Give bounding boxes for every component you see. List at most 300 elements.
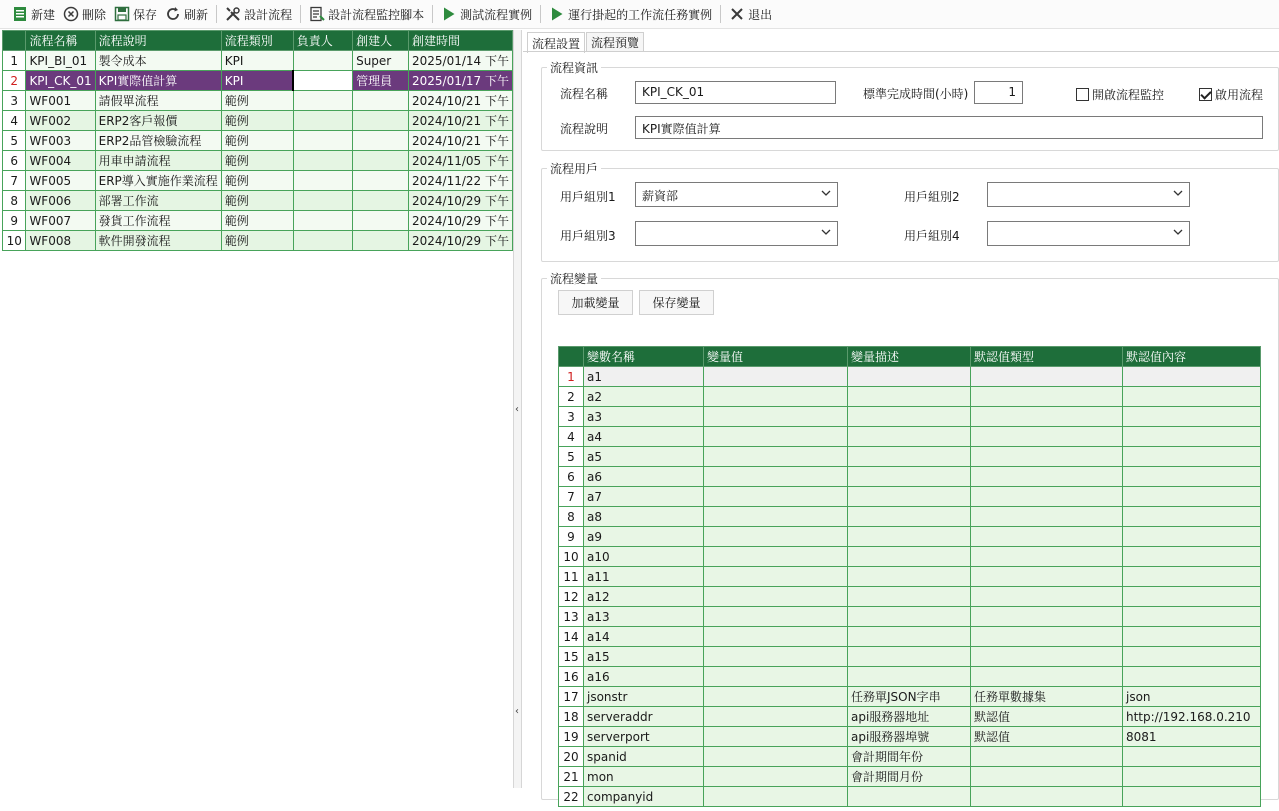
- process-info-legend: 流程資訊: [550, 61, 599, 75]
- table-row[interactable]: [3, 211, 513, 231]
- cell-var-value[interactable]: [704, 787, 848, 807]
- checkbox-box[interactable]: [1076, 88, 1089, 101]
- user-group3-select[interactable]: [635, 221, 838, 246]
- cell-creator[interactable]: [353, 231, 409, 251]
- cell-var-value[interactable]: [704, 727, 848, 747]
- cell-owner[interactable]: [293, 51, 352, 71]
- table-row[interactable]: [559, 727, 1261, 747]
- play-icon: [441, 6, 457, 22]
- cell-process-name[interactable]: KPI_BI_01: [26, 51, 95, 71]
- process-name-label: 流程名稱: [560, 87, 609, 101]
- cell-var-desc[interactable]: [848, 547, 971, 567]
- cell-default-type[interactable]: [971, 667, 1123, 687]
- std-time-label: 標準完成時間(小時): [863, 87, 969, 101]
- collapse-arrow-icon[interactable]: ‹: [515, 706, 519, 717]
- cell-var-name[interactable]: a3: [584, 407, 704, 427]
- cell-default-type[interactable]: [971, 787, 1123, 807]
- cell-created-time[interactable]: 2024/10/21 下午: [408, 111, 512, 131]
- table-row[interactable]: [559, 587, 1261, 607]
- cell-created-time[interactable]: 2024/10/29 下午: [408, 211, 512, 231]
- row-number: 14: [559, 627, 584, 647]
- tab-bar: [527, 32, 645, 52]
- cell-default-value[interactable]: [1123, 767, 1261, 787]
- cell-owner[interactable]: [293, 231, 352, 251]
- row-number: 9: [3, 211, 26, 231]
- enable-monitor-label: 開啟流程監控: [1092, 88, 1165, 102]
- cell-var-value[interactable]: [704, 667, 848, 687]
- new-label: 新建: [31, 7, 56, 22]
- cell-default-type[interactable]: 默認值: [971, 707, 1123, 727]
- cell-process-desc[interactable]: 軟件開發流程: [95, 231, 221, 251]
- cell-var-desc[interactable]: [848, 487, 971, 507]
- table-row[interactable]: [559, 667, 1261, 687]
- cell-creator[interactable]: [353, 171, 409, 191]
- column-header[interactable]: 默認值類型: [971, 347, 1123, 367]
- cell-owner[interactable]: [293, 211, 352, 231]
- cell-default-value[interactable]: [1123, 507, 1261, 527]
- table-row[interactable]: [3, 111, 513, 131]
- cell-default-type[interactable]: [971, 587, 1123, 607]
- cell-owner[interactable]: [293, 131, 352, 151]
- cell-process-name[interactable]: WF003: [26, 131, 95, 151]
- cell-creator[interactable]: 管理員: [353, 71, 409, 91]
- cell-var-desc[interactable]: 會計期間月份: [848, 767, 971, 787]
- table-row[interactable]: [559, 707, 1261, 727]
- cell-creator[interactable]: [353, 151, 409, 171]
- cell-owner[interactable]: [293, 151, 352, 171]
- row-number: 10: [3, 231, 26, 251]
- row-number: 15: [559, 647, 584, 667]
- cell-process-name[interactable]: WF001: [26, 91, 95, 111]
- table-row[interactable]: [559, 687, 1261, 707]
- cell-var-value[interactable]: [704, 387, 848, 407]
- cell-process-category[interactable]: 範例: [221, 231, 293, 251]
- checkmark-icon[interactable]: [1199, 88, 1212, 101]
- table-row[interactable]: [559, 547, 1261, 567]
- cell-default-type[interactable]: [971, 627, 1123, 647]
- cell-creator[interactable]: [353, 191, 409, 211]
- table-row[interactable]: [559, 427, 1261, 447]
- row-number: 2: [3, 71, 26, 91]
- table-row[interactable]: [3, 51, 513, 71]
- cell-default-value[interactable]: [1123, 547, 1261, 567]
- cell-process-category[interactable]: 範例: [221, 171, 293, 191]
- cell-default-type[interactable]: [971, 507, 1123, 527]
- play-icon: [549, 6, 565, 22]
- cell-creator[interactable]: [353, 111, 409, 131]
- cell-default-value[interactable]: [1123, 407, 1261, 427]
- cell-var-value[interactable]: [704, 567, 848, 587]
- cell-default-value[interactable]: [1123, 747, 1261, 767]
- cell-var-value[interactable]: [704, 547, 848, 567]
- process-variables-legend: 流程變量: [550, 272, 599, 286]
- cell-var-value[interactable]: [704, 447, 848, 467]
- cell-created-time[interactable]: 2024/11/05 下午: [408, 151, 512, 171]
- user-group4-select[interactable]: [987, 221, 1190, 246]
- panel-splitter[interactable]: [514, 30, 522, 788]
- cell-var-value[interactable]: [704, 707, 848, 727]
- row-number: 4: [559, 427, 584, 447]
- cell-process-name[interactable]: KPI_CK_01: [26, 71, 95, 91]
- row-number: 19: [559, 727, 584, 747]
- cell-var-name[interactable]: companyid: [584, 787, 704, 807]
- toolbar-separator: [540, 5, 541, 23]
- process-desc-label: 流程說明: [560, 122, 609, 136]
- cell-process-desc[interactable]: 部署工作流: [95, 191, 221, 211]
- cell-created-time[interactable]: 2025/01/14 下午: [408, 51, 512, 71]
- cell-owner[interactable]: [293, 171, 352, 191]
- cell-process-category[interactable]: 範例: [221, 111, 293, 131]
- cell-var-desc[interactable]: [848, 387, 971, 407]
- cell-default-type[interactable]: [971, 647, 1123, 667]
- design-process-button[interactable]: [221, 3, 296, 25]
- cell-default-type[interactable]: [971, 527, 1123, 547]
- row-number: 1: [3, 51, 26, 71]
- cell-var-value[interactable]: [704, 747, 848, 767]
- cell-var-desc[interactable]: [848, 467, 971, 487]
- user-group2-select[interactable]: [987, 182, 1190, 207]
- cell-var-desc[interactable]: [848, 587, 971, 607]
- cell-var-name[interactable]: a6: [584, 467, 704, 487]
- row-number: 8: [559, 507, 584, 527]
- enable-process-label: 啟用流程: [1215, 88, 1264, 102]
- cell-created-time[interactable]: 2024/10/21 下午: [408, 131, 512, 151]
- cell-var-name[interactable]: a2: [584, 387, 704, 407]
- cell-var-value[interactable]: [704, 487, 848, 507]
- table-row[interactable]: [559, 627, 1261, 647]
- process-users-legend: 流程用戶: [550, 162, 599, 176]
- cell-default-value[interactable]: [1123, 667, 1261, 687]
- table-row[interactable]: [559, 407, 1261, 427]
- cell-var-name[interactable]: a7: [584, 487, 704, 507]
- table-row[interactable]: [3, 151, 513, 171]
- cell-var-name[interactable]: spanid: [584, 747, 704, 767]
- table-row[interactable]: [559, 447, 1261, 467]
- table-row[interactable]: [559, 787, 1261, 807]
- cell-default-value[interactable]: [1123, 567, 1261, 587]
- cell-var-desc[interactable]: [848, 607, 971, 627]
- cell-process-category[interactable]: KPI: [221, 71, 293, 91]
- cell-process-desc[interactable]: KPI實際值計算: [95, 71, 221, 91]
- cell-var-value[interactable]: [704, 647, 848, 667]
- cell-var-value[interactable]: [704, 587, 848, 607]
- cell-process-desc[interactable]: 請假單流程: [95, 91, 221, 111]
- cell-default-value[interactable]: [1123, 587, 1261, 607]
- cell-default-type[interactable]: [971, 747, 1123, 767]
- toolbar: [0, 0, 1279, 29]
- cell-process-name[interactable]: WF002: [26, 111, 95, 131]
- cell-creator[interactable]: [353, 131, 409, 151]
- exit-button[interactable]: [725, 3, 776, 25]
- column-header[interactable]: 流程類別: [221, 31, 293, 51]
- table-row[interactable]: [559, 647, 1261, 667]
- cell-default-type[interactable]: [971, 407, 1123, 427]
- cell-var-value[interactable]: [704, 367, 848, 387]
- column-header[interactable]: 變數名稱: [584, 347, 704, 367]
- table-row[interactable]: [559, 567, 1261, 587]
- column-header[interactable]: 創建時間: [408, 31, 512, 51]
- cell-default-value[interactable]: http://192.168.0.210: [1123, 707, 1261, 727]
- cell-var-name[interactable]: a9: [584, 527, 704, 547]
- cell-var-name[interactable]: a10: [584, 547, 704, 567]
- save-button[interactable]: [110, 3, 161, 25]
- row-number: 4: [3, 111, 26, 131]
- cell-created-time[interactable]: 2024/10/21 下午: [408, 91, 512, 111]
- row-number: 9: [559, 527, 584, 547]
- cell-var-desc[interactable]: 會計期間年份: [848, 747, 971, 767]
- table-row[interactable]: [3, 171, 513, 191]
- cell-default-type[interactable]: 默認值: [971, 727, 1123, 747]
- cell-var-name[interactable]: a16: [584, 667, 704, 687]
- cell-owner[interactable]: [293, 191, 352, 211]
- cell-default-type[interactable]: [971, 487, 1123, 507]
- cell-var-name[interactable]: a11: [584, 567, 704, 587]
- process-name-input[interactable]: KPI_CK_01: [635, 81, 836, 104]
- cell-process-category[interactable]: 範例: [221, 151, 293, 171]
- cell-owner-editing[interactable]: [293, 71, 352, 91]
- table-row[interactable]: [3, 131, 513, 151]
- cell-process-desc[interactable]: ERP2客戶報價: [95, 111, 221, 131]
- cell-var-value[interactable]: [704, 767, 848, 787]
- tab-content: [523, 51, 1279, 804]
- user-group3-label: 用戶組別3: [560, 229, 616, 243]
- process-users-group: [541, 160, 1279, 262]
- column-header[interactable]: 流程名稱: [26, 31, 95, 51]
- design-monitor-script-button[interactable]: [305, 3, 428, 25]
- row-number: 20: [559, 747, 584, 767]
- user-group1-select[interactable]: [635, 182, 838, 207]
- row-number: 6: [559, 467, 584, 487]
- cell-var-name[interactable]: a14: [584, 627, 704, 647]
- save-variables-button[interactable]: 保存變量: [639, 290, 714, 315]
- column-header[interactable]: 變量值: [704, 347, 848, 367]
- enable-monitor-checkbox[interactable]: [1076, 86, 1164, 103]
- cell-process-name[interactable]: WF006: [26, 191, 95, 211]
- cell-var-desc[interactable]: [848, 447, 971, 467]
- run-suspended-label: 運行掛起的工作流任務實例: [568, 7, 713, 22]
- cell-process-category[interactable]: 範例: [221, 91, 293, 111]
- cell-creator[interactable]: [353, 211, 409, 231]
- cell-var-desc[interactable]: api服務器地址: [848, 707, 971, 727]
- table-row[interactable]: [559, 527, 1261, 547]
- chevron-down-icon: [820, 225, 832, 239]
- cell-default-value[interactable]: [1123, 487, 1261, 507]
- cell-default-type[interactable]: [971, 607, 1123, 627]
- cell-creator[interactable]: [353, 91, 409, 111]
- cell-default-type[interactable]: [971, 427, 1123, 447]
- cell-process-category[interactable]: 範例: [221, 191, 293, 211]
- table-row-selected[interactable]: [3, 71, 513, 91]
- toolbar-separator: [432, 5, 433, 23]
- exit-label: 退出: [748, 7, 773, 22]
- cell-default-value[interactable]: [1123, 787, 1261, 807]
- cell-var-desc[interactable]: [848, 507, 971, 527]
- enable-process-checkbox[interactable]: [1199, 86, 1263, 103]
- cell-process-category[interactable]: 範例: [221, 211, 293, 231]
- new-doc-icon: [12, 6, 28, 22]
- table-row[interactable]: [559, 607, 1261, 627]
- save-icon: [114, 6, 130, 22]
- table-row[interactable]: [559, 367, 1261, 387]
- cell-default-type[interactable]: [971, 367, 1123, 387]
- cell-default-value[interactable]: [1123, 387, 1261, 407]
- cell-process-desc[interactable]: 用車申請流程: [95, 151, 221, 171]
- process-desc-input[interactable]: KPI實際值計算: [635, 116, 1263, 139]
- cell-default-type[interactable]: [971, 387, 1123, 407]
- refresh-icon: [165, 6, 181, 22]
- cell-var-name[interactable]: serveraddr: [584, 707, 704, 727]
- cell-default-type[interactable]: [971, 467, 1123, 487]
- run-suspended-button[interactable]: [545, 3, 716, 25]
- table-row[interactable]: [3, 91, 513, 111]
- cell-var-value[interactable]: [704, 507, 848, 527]
- cell-var-name[interactable]: a8: [584, 507, 704, 527]
- cell-owner[interactable]: [293, 91, 352, 111]
- cell-default-type[interactable]: 任務單數據集: [971, 687, 1123, 707]
- tab-process-preview[interactable]: 流程預覽: [586, 32, 644, 52]
- cell-var-name[interactable]: a5: [584, 447, 704, 467]
- process-list-panel: [0, 30, 514, 788]
- cell-created-time[interactable]: 2024/11/22 下午: [408, 171, 512, 191]
- cell-var-value[interactable]: [704, 427, 848, 447]
- cell-default-value[interactable]: json: [1123, 687, 1261, 707]
- cell-var-name[interactable]: jsonstr: [584, 687, 704, 707]
- user-group4-label: 用戶組別4: [904, 229, 960, 243]
- chevron-down-icon: [820, 186, 832, 200]
- table-row[interactable]: [559, 387, 1261, 407]
- cell-default-type[interactable]: [971, 447, 1123, 467]
- new-button[interactable]: [8, 3, 59, 25]
- table-row[interactable]: [559, 507, 1261, 527]
- row-number: 11: [559, 567, 584, 587]
- cell-created-time[interactable]: 2024/10/29 下午: [408, 231, 512, 251]
- column-header[interactable]: 流程說明: [95, 31, 221, 51]
- row-number: 8: [3, 191, 26, 211]
- collapse-arrow-icon[interactable]: ‹: [515, 403, 519, 415]
- column-header[interactable]: 負責人: [293, 31, 352, 51]
- cell-process-category[interactable]: 範例: [221, 131, 293, 151]
- cell-var-value[interactable]: [704, 687, 848, 707]
- cell-process-category[interactable]: KPI: [221, 51, 293, 71]
- row-number: 7: [559, 487, 584, 507]
- cell-owner[interactable]: [293, 111, 352, 131]
- cell-var-desc[interactable]: [848, 647, 971, 667]
- cell-default-value[interactable]: [1123, 647, 1261, 667]
- cell-var-desc[interactable]: [848, 567, 971, 587]
- test-instance-button[interactable]: [437, 3, 536, 25]
- row-number: 5: [559, 447, 584, 467]
- cell-var-name[interactable]: a4: [584, 427, 704, 447]
- user-group1-label: 用戶組別1: [560, 190, 616, 204]
- table-row[interactable]: [559, 467, 1261, 487]
- cell-process-desc[interactable]: 發貨工作流程: [95, 211, 221, 231]
- cell-var-value[interactable]: [704, 407, 848, 427]
- cell-process-name[interactable]: WF007: [26, 211, 95, 231]
- cell-process-name[interactable]: WF005: [26, 171, 95, 191]
- cell-var-desc[interactable]: [848, 427, 971, 447]
- column-header[interactable]: 默認值內容: [1123, 347, 1261, 367]
- table-row[interactable]: [559, 487, 1261, 507]
- cell-var-name[interactable]: mon: [584, 767, 704, 787]
- cell-var-desc[interactable]: [848, 667, 971, 687]
- refresh-button[interactable]: [161, 3, 212, 25]
- delete-label: 刪除: [82, 7, 107, 22]
- cell-var-name[interactable]: a12: [584, 587, 704, 607]
- cell-var-value[interactable]: [704, 467, 848, 487]
- row-number-header: [3, 31, 26, 51]
- row-number: 1: [559, 367, 584, 387]
- cell-default-value[interactable]: [1123, 607, 1261, 627]
- cell-created-time[interactable]: 2024/10/29 下午: [408, 191, 512, 211]
- table-row[interactable]: [3, 231, 513, 251]
- row-number: 17: [559, 687, 584, 707]
- cell-process-desc[interactable]: ERP導入實施作業流程: [95, 171, 221, 191]
- cell-var-value[interactable]: [704, 607, 848, 627]
- row-number: 3: [559, 407, 584, 427]
- cell-var-value[interactable]: [704, 527, 848, 547]
- load-variables-button[interactable]: 加載變量: [558, 290, 633, 315]
- column-header[interactable]: 變量描述: [848, 347, 971, 367]
- row-number: 7: [3, 171, 26, 191]
- row-number: 10: [559, 547, 584, 567]
- cell-default-value[interactable]: 8081: [1123, 727, 1261, 747]
- table-row[interactable]: [3, 191, 513, 211]
- cell-default-value[interactable]: [1123, 527, 1261, 547]
- cell-var-name[interactable]: a15: [584, 647, 704, 667]
- cell-var-desc[interactable]: [848, 527, 971, 547]
- column-header[interactable]: 創建人: [353, 31, 409, 51]
- cell-default-value[interactable]: [1123, 447, 1261, 467]
- cell-process-desc[interactable]: ERP2品管檢驗流程: [95, 131, 221, 151]
- process-list-header: [3, 31, 513, 51]
- cell-var-name[interactable]: a1: [584, 367, 704, 387]
- cell-default-type[interactable]: [971, 547, 1123, 567]
- cell-process-desc[interactable]: 製令成本: [95, 51, 221, 71]
- cell-default-type[interactable]: [971, 767, 1123, 787]
- cell-var-desc[interactable]: 任務單JSON字串: [848, 687, 971, 707]
- cell-default-type[interactable]: [971, 567, 1123, 587]
- tab-process-settings[interactable]: 流程設置: [527, 32, 585, 53]
- cell-var-desc[interactable]: [848, 627, 971, 647]
- cell-default-value[interactable]: [1123, 367, 1261, 387]
- cell-default-value[interactable]: [1123, 627, 1261, 647]
- cell-var-desc[interactable]: api服務器埠號: [848, 727, 971, 747]
- cell-process-name[interactable]: WF004: [26, 151, 95, 171]
- cell-var-desc[interactable]: [848, 407, 971, 427]
- cell-default-value[interactable]: [1123, 467, 1261, 487]
- toolbar-separator: [216, 5, 217, 23]
- delete-button[interactable]: [59, 3, 110, 25]
- cell-default-value[interactable]: [1123, 427, 1261, 447]
- cell-var-name[interactable]: serverport: [584, 727, 704, 747]
- cell-creator[interactable]: Super: [353, 51, 409, 71]
- cell-created-time[interactable]: 2025/01/17 下午: [408, 71, 512, 91]
- table-row[interactable]: [559, 747, 1261, 767]
- std-time-input[interactable]: 1: [974, 81, 1023, 104]
- cell-var-name[interactable]: a13: [584, 607, 704, 627]
- cell-var-desc[interactable]: [848, 787, 971, 807]
- row-number-header: [559, 347, 584, 367]
- table-row[interactable]: [559, 767, 1261, 787]
- cell-var-value[interactable]: [704, 627, 848, 647]
- design-monitor-script-label: 設計流程監控腳本: [328, 7, 425, 22]
- user-group2-label: 用戶組別2: [904, 190, 960, 204]
- row-number: 16: [559, 667, 584, 687]
- row-number: 18: [559, 707, 584, 727]
- cell-var-desc[interactable]: [848, 367, 971, 387]
- cell-process-name[interactable]: WF008: [26, 231, 95, 251]
- row-number: 12: [559, 587, 584, 607]
